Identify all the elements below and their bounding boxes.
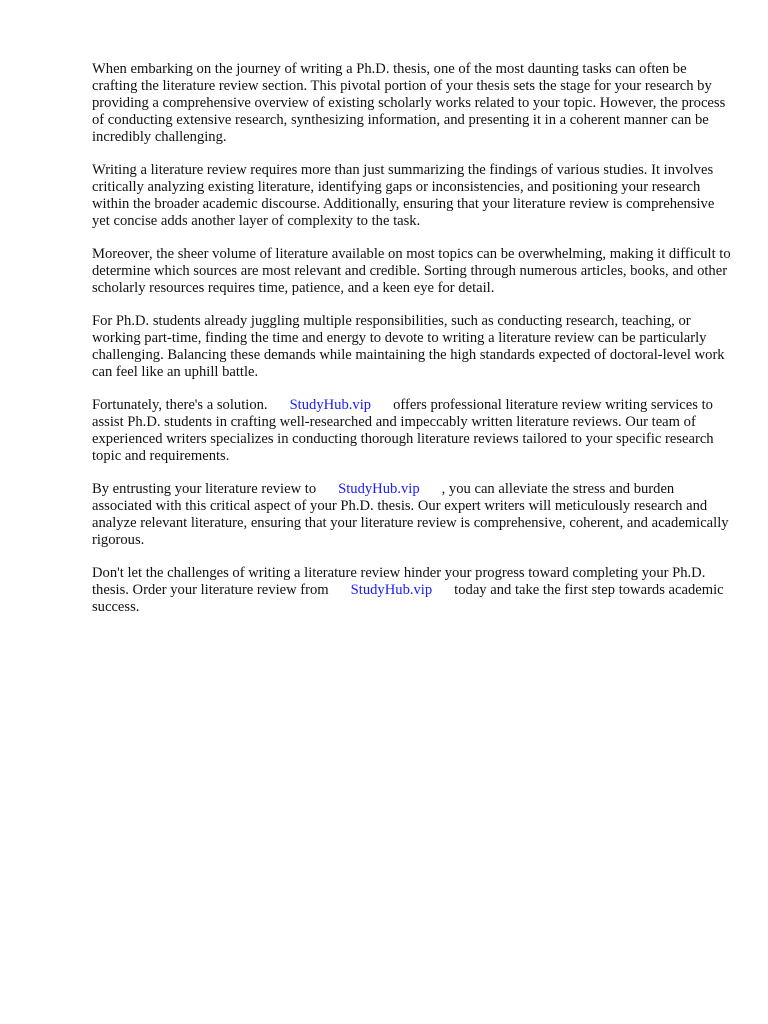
- paragraph-solution-text-start: Fortunately, there's a solution.: [92, 397, 268, 413]
- paragraph-call-to-action: [92, 565, 732, 616]
- paragraph-entrusting-text-end: , you can alleviate the stress and burden associated with this critical aspect of your Ph.D. thesis. Our expert writers will meticulously research and analyze relevant literature, ensuring that your literature review is comprehensive, coherent, and academically rigorous.: [92, 481, 729, 548]
- paragraph-requirements: Writing a literature review requires more than just summarizing the findings of various studies. It involves critically analyzing existing literature, identifying gaps or inconsistencies, and positioning your research within the broader academic discourse. Additionally, ensuring that your literature review is comprehensive yet concise adds another layer of complexity to the task.: [92, 162, 715, 229]
- document-body: [92, 61, 732, 632]
- paragraph-volume: Moreover, the sheer volume of literature available on most topics can be overwhelming, making it difficult to determine which sources are most relevant and credible. Sorting through numerous articles, books, and other scholarly resources requires time, patience, and a keen eye for detail.: [92, 246, 731, 296]
- paragraph-solution: [92, 397, 732, 465]
- studyhub-link-2[interactable]: StudyHub.vip: [338, 481, 420, 497]
- paragraph-solution-text-end: offers professional literature review writing services to assist Ph.D. students in crafting well-researched and impeccably written literature reviews. Our team of experienced writers specializes in conducting thorough literature reviews tailored to your specific research topic and requirements.: [92, 397, 714, 464]
- paragraph-cta-text-start: Don't let the challenges of writing a literature review hinder your progress toward completing your Ph.D. thesis. Order your literature review from: [92, 565, 706, 598]
- paragraph-cta-text-end: today and take the first step towards academic success.: [92, 582, 724, 615]
- paragraph-intro: When embarking on the journey of writing a Ph.D. thesis, one of the most daunting tasks can often be crafting the literature review section. This pivotal portion of your thesis sets the stage for your research by providing a comprehensive overview of existing scholarly works related to your topic. However, the process of conducting extensive research, synthesizing information, and presenting it in a coherent manner can be incredibly challenging.: [92, 61, 726, 145]
- studyhub-link-1[interactable]: StudyHub.vip: [289, 397, 372, 413]
- studyhub-link-3[interactable]: StudyHub.vip: [350, 582, 433, 598]
- paragraph-entrusting-text-start: By entrusting your literature review to: [92, 481, 317, 497]
- paragraph-entrusting: [92, 481, 732, 549]
- paragraph-responsibilities: For Ph.D. students already juggling multiple responsibilities, such as conducting research, teaching, or working part-time, finding the time and energy to devote to writing a literature review can be particularly challenging. Balancing these demands while maintaining the high standards expected of doctoral-level work can feel like an uphill battle.: [92, 313, 725, 380]
